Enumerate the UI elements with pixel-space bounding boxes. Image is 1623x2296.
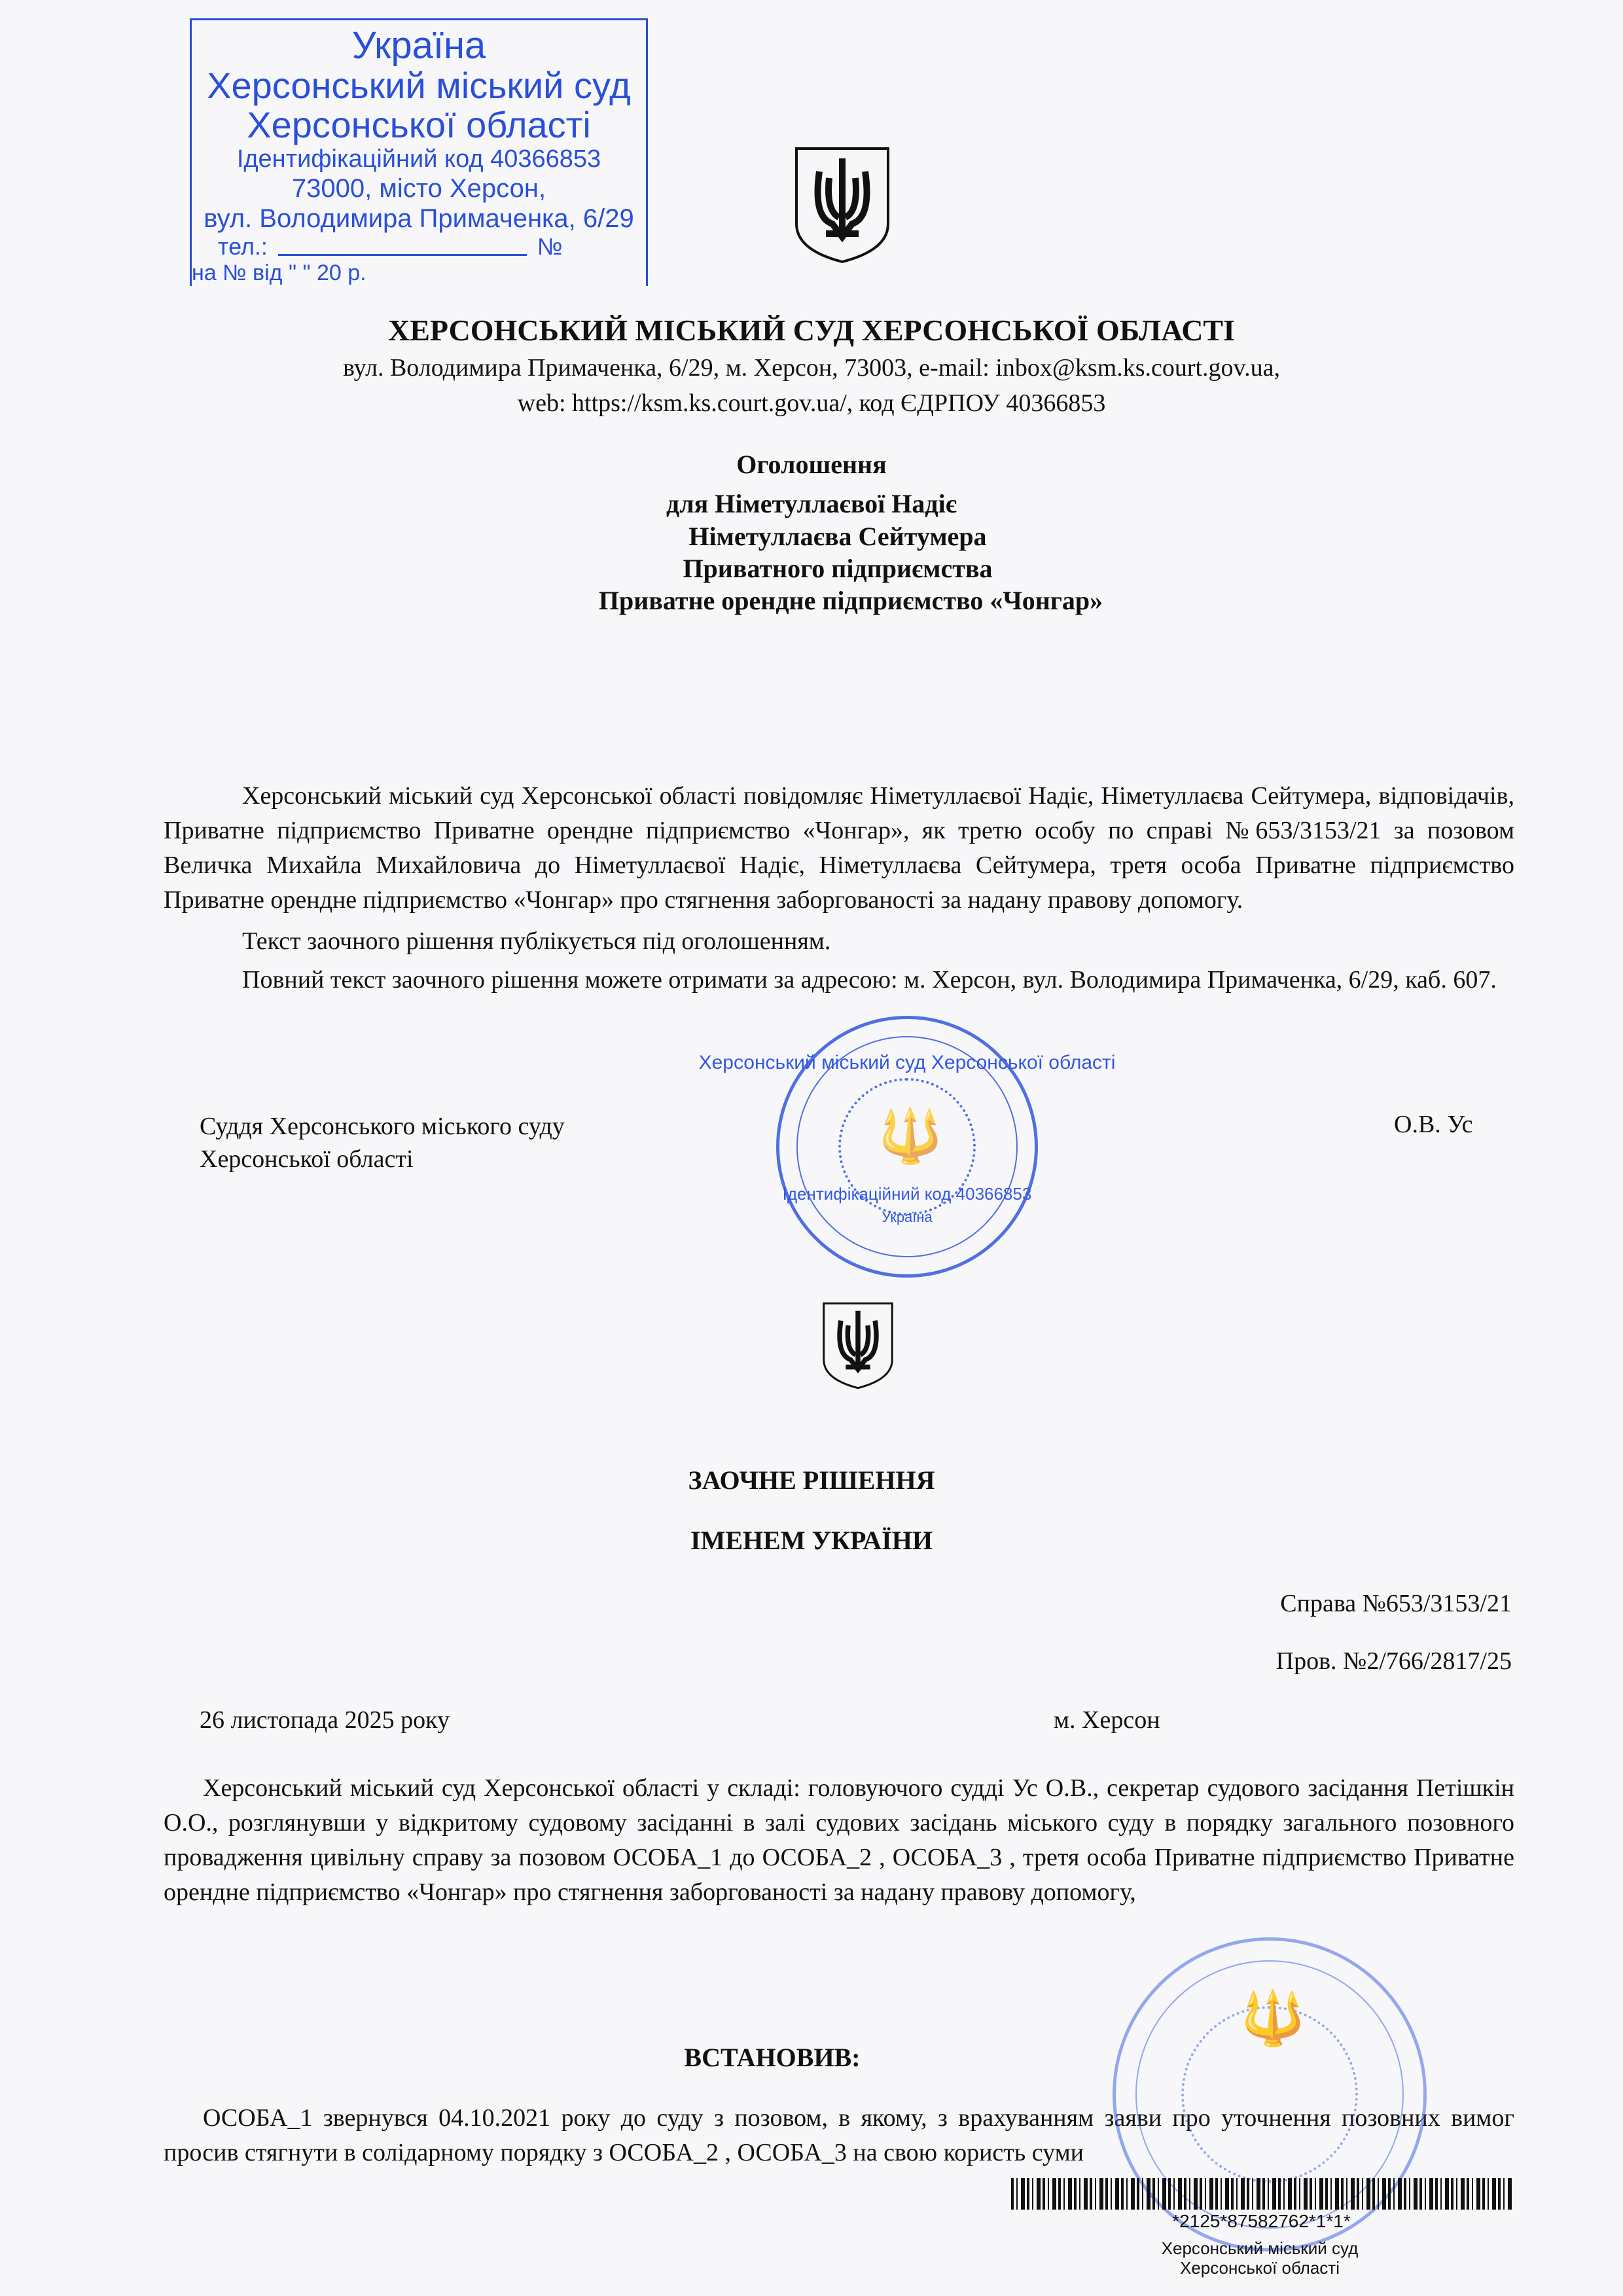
trident-icon: 🔱 xyxy=(878,1108,943,1166)
proceeding-number: Пров. №2/766/2817/25 xyxy=(1275,1647,1512,1675)
decision-intro: Херсонський міський суд Херсонської області у складі: головуючого судді Ус О.В., секретар судового засідання Петішкін О.О., розглянувши у відкритому судовому засіданні в залі судових засідань міського суду в порядку загального позовного провадження цивільну справу за позовом ОСОБА_1 до ОСОБА_2 , ОСОБА_3 , третя особа Приватне підприємство Приватне орендне підприємство «Чонгар» про стягнення заборгованості за надану правову допомогу, xyxy=(164,1774,1514,1906)
decision-title: ЗАОЧНЕ РІШЕННЯ xyxy=(688,1465,935,1495)
addressee-4: Приватне орендне підприємство «Чонгар» xyxy=(598,586,1103,615)
announcement-note-1: Текст заочного рішення публікується під оголошенням. xyxy=(242,927,831,955)
established-heading: ВСТАНОВИВ: xyxy=(684,2043,861,2072)
addressee-3: Приватного підприємства xyxy=(683,554,993,583)
stamp-city: 73000, місто Херсон, xyxy=(291,174,546,203)
announcement-paragraph: Херсонський міський суд Херсонської області повідомляє Німетуллаєвої Надіє, Німетуллаєва Сейтумера, відповідачів, Приватне підприємство Приватне орендне підприємство «Чонгар», як третю особу по справі №653/3153/21 за позовом Величка Михайла Михайловича до Німетуллаєвої Надіє, Німетуллаєва Сейтумера, третя особа Приватне підприємство Приватне орендне підприємство «Чонгар» про стягнення заборгованості за надану правову допомогу. xyxy=(164,782,1514,914)
court-web: web: https://ksm.ks.court.gov.ua/, код ЄДРПОУ 40366853 xyxy=(517,389,1106,417)
stamp-street: вул. Володимира Примаченка, 6/29 xyxy=(204,204,634,233)
announcement-note-2: Повний текст заочного рішення можете отримати за адресою: м. Херсон, вул. Володимира Примаченка, 6/29, каб. 607. xyxy=(242,966,1497,994)
stamp-region: Херсонської області xyxy=(247,104,591,145)
judge-name: О.В. Ус xyxy=(1394,1111,1473,1138)
stamp-country: Україна xyxy=(351,24,486,67)
announcement-title: Оголошення xyxy=(736,450,887,479)
stamp-no-label: № xyxy=(537,233,563,260)
stamp-tel-line xyxy=(278,254,527,256)
stamp-tel-label: тел.: xyxy=(218,233,268,260)
e-signature xyxy=(1113,2238,1407,2278)
barcode-text: *2125*87582762*1*1* xyxy=(1172,2211,1351,2231)
stamp-id-code: Ідентифікаційний код 40366853 xyxy=(236,145,601,173)
stamp-court-name: Херсонський міський суд xyxy=(207,65,631,106)
seal-country: Україна xyxy=(882,1209,933,1225)
court-address: вул. Володимира Примаченка, 6/29, м. Херсон, 73003, e-mail: inbox@ksm.ks.court.gov.ua, xyxy=(343,354,1280,382)
seal-code: Ідентифікаційний код 40366853 xyxy=(782,1184,1032,1204)
registration-stamp xyxy=(190,18,648,286)
trident-icon: 🔱 xyxy=(1240,1990,1306,2048)
coat-of-arms-icon xyxy=(793,145,891,263)
barcode xyxy=(1011,2178,1512,2210)
judge-title-line-2: Херсонської області xyxy=(200,1145,414,1173)
decision-date: 26 листопада 2025 року xyxy=(200,1706,450,1734)
e-signature-line-2: Херсонської області xyxy=(1180,2258,1340,2278)
decision-subtitle: ІМЕНЕМ УКРАЇНИ xyxy=(690,1526,933,1555)
seal-text: Херсонський міський суд Херсонської області xyxy=(698,1052,1116,1073)
case-number: Справа №653/3153/21 xyxy=(1280,1590,1512,1617)
coat-of-arms-icon xyxy=(821,1293,895,1397)
court-name-header: ХЕРСОНСЬКИЙ МІСЬКИЙ СУД ХЕРСОНСЬКОЇ ОБЛАСТІ xyxy=(387,314,1236,347)
judge-title xyxy=(200,1110,565,1175)
addressee-1: для Німетуллаєвої Надіє xyxy=(666,489,957,518)
stamp-ref-label: на № від " " 20 р. xyxy=(192,260,366,285)
stamp-tel-row xyxy=(192,234,646,260)
addressee-2: Німетуллаєва Сейтумера xyxy=(688,522,987,551)
judge-title-line-1: Суддя Херсонського міського суду xyxy=(200,1113,565,1140)
e-signature-line-1: Херсонський міський суд xyxy=(1161,2238,1359,2258)
established-text: ОСОБА_1 звернувся 04.10.2021 року до суду з позовом, в якому, з врахуванням заяви про уточнення позовних вимог просив стягнути в солідарному порядку з ОСОБА_2 , ОСОБА_3 на свою користь суми xyxy=(164,2104,1514,2166)
decision-place: м. Херсон xyxy=(1054,1706,1160,1734)
announcement-body xyxy=(164,779,1514,997)
